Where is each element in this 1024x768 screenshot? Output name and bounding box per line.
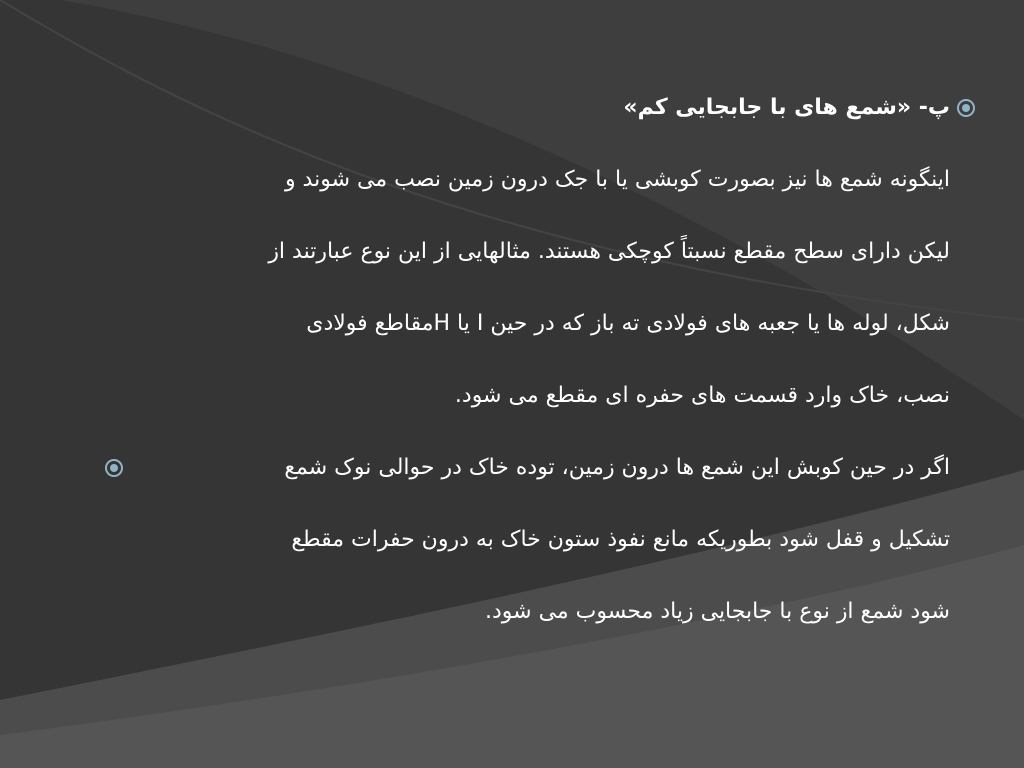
heading-line: [100, 84, 950, 156]
paragraph2-line-3: [100, 588, 950, 660]
heading-text: پ- «شمع های با جابجایی کم»: [623, 95, 950, 120]
paragraph-text: نصب، خاک وارد قسمت های حفره ای مقطع می شود.: [454, 383, 950, 408]
slide-content: [100, 84, 950, 660]
paragraph-text: اگر در حین کوبش این شمع ها درون زمین، توده خاک در حوالی نوک شمع: [284, 455, 950, 480]
paragraph2-line-2: [100, 516, 950, 588]
paragraph-text: اینگونه شمع ها نیز بصورت کوبشی یا با جک درون زمین نصب می شوند و: [284, 167, 950, 192]
paragraph-text: شود شمع از نوع با جابجایی زیاد محسوب می شود.: [484, 599, 950, 624]
paragraph2-line-1: [100, 444, 950, 516]
paragraph1-line-1: [100, 156, 950, 228]
circle-bullet-icon: [104, 458, 124, 478]
paragraph1-line-4: [100, 372, 950, 444]
paragraph-text: تشکیل و قفل شود بطوریکه مانع نفوذ ستون خاک به درون حفرات مقطع: [291, 527, 950, 552]
paragraph-text: لیکن دارای سطح مقطع نسبتاً کوچکی هستند. مثالهایی از این نوع عبارتند از: [268, 239, 950, 264]
circle-bullet-icon: [956, 98, 976, 118]
paragraph-text: شکل، لوله ها یا جعبه های فولادی ته باز که در حین I یا Hمقاطع فولادی: [306, 311, 950, 336]
paragraph1-line-3: [100, 300, 950, 372]
paragraph1-line-2: [100, 228, 950, 300]
